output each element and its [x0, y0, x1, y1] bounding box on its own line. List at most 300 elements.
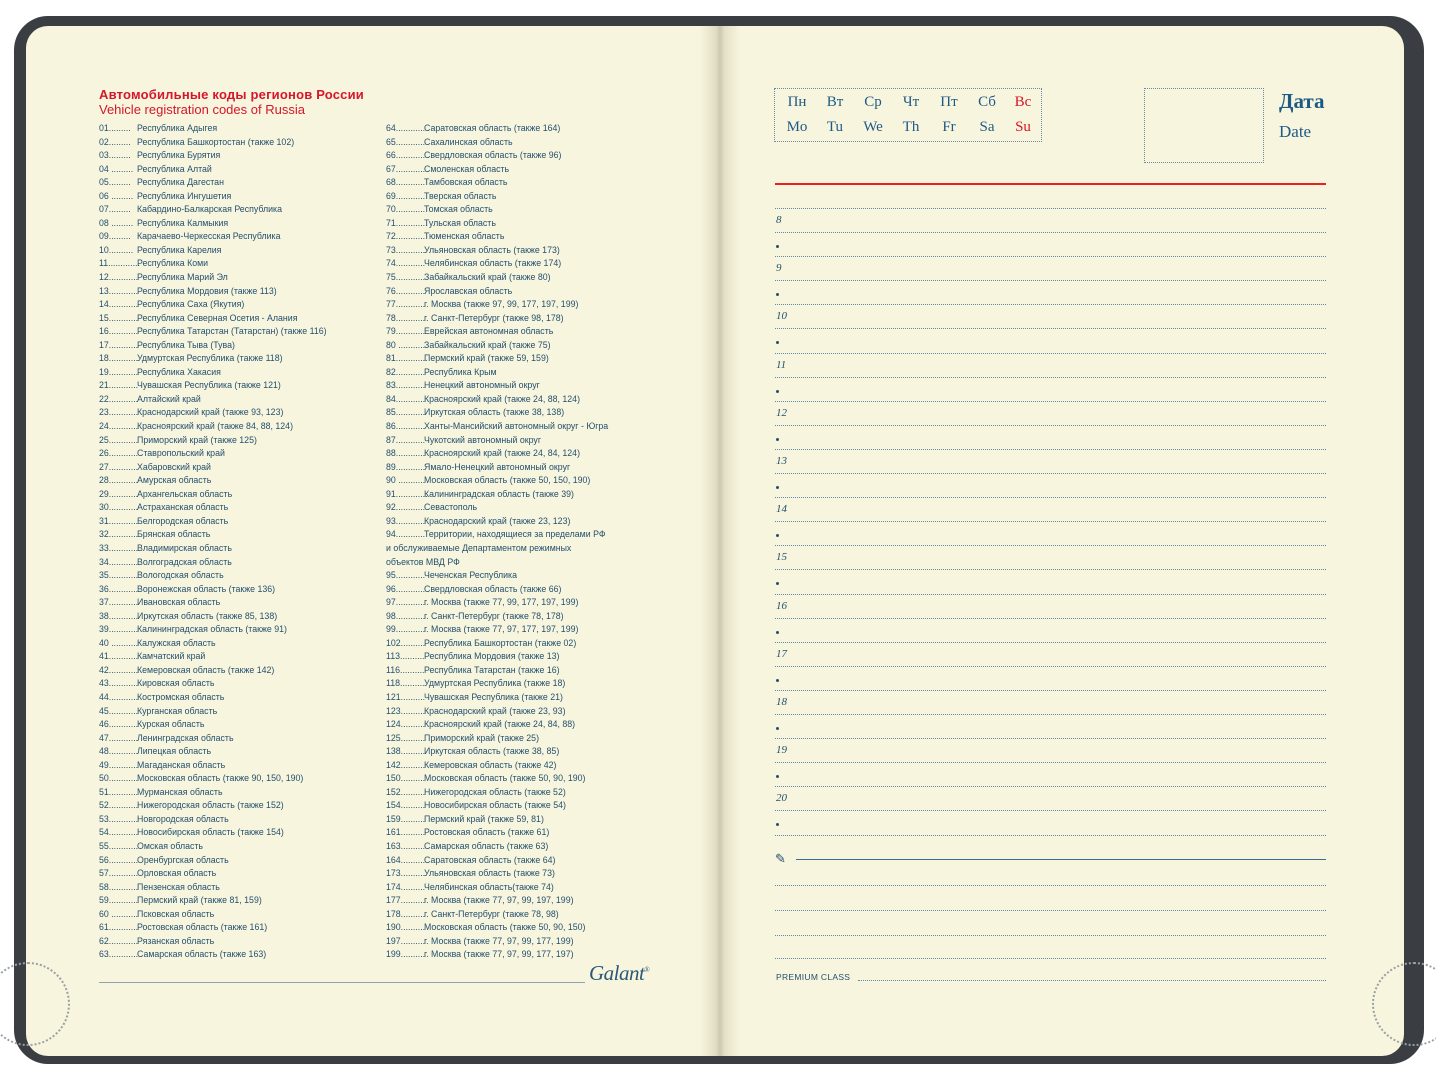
- hour-line[interactable]: [775, 449, 1326, 450]
- hour-line[interactable]: [775, 353, 1326, 354]
- half-hour-line[interactable]: [775, 377, 1326, 378]
- region-code: 49............: [99, 759, 139, 770]
- region-code: 07.........: [99, 204, 131, 215]
- region-code-row: [99, 257, 327, 271]
- region-code: 67............: [386, 163, 426, 174]
- region-code-row: [99, 705, 327, 719]
- weekday-en[interactable]: Fr: [942, 119, 956, 135]
- region-code: 63............: [99, 949, 139, 960]
- region-name: г. Москва (также 97, 99, 177, 197, 199): [424, 299, 579, 310]
- hour-label: 13: [776, 455, 787, 467]
- region-code-row: [386, 691, 608, 705]
- region-code-row: [386, 677, 608, 691]
- region-name: Сахалинская область: [424, 136, 513, 147]
- region-name: Республика Калмыкия: [137, 217, 229, 228]
- region-name: Чувашская Республика (также 121): [137, 380, 281, 391]
- region-code-row: [386, 366, 608, 380]
- region-code: 64............: [386, 123, 426, 133]
- region-code-row: [99, 163, 327, 177]
- region-code-row: [386, 894, 608, 908]
- region-code-row: [99, 854, 327, 868]
- hour-line[interactable]: [775, 497, 1326, 498]
- region-code: 56............: [99, 854, 139, 865]
- weekday-en[interactable]: Mo: [786, 119, 808, 135]
- hour-line[interactable]: [775, 401, 1326, 402]
- region-name: Ярославская область: [424, 285, 513, 296]
- half-hour-dot: [776, 679, 779, 682]
- notes-line: [796, 859, 1326, 860]
- region-code-row: [99, 298, 327, 312]
- region-code-row: [386, 948, 608, 962]
- region-code-row: [386, 136, 608, 150]
- region-code-row: [99, 881, 327, 895]
- region-name: Кировская область: [137, 678, 215, 689]
- region-code: 97............: [386, 597, 426, 608]
- region-code-row: [99, 650, 327, 664]
- region-code-row: [386, 650, 608, 664]
- region-code-row: [99, 542, 327, 556]
- region-name: Республика Башкортостан (также 102): [137, 136, 295, 147]
- region-code-row: [99, 217, 327, 231]
- region-code: 59............: [99, 895, 139, 906]
- region-code: 19............: [99, 366, 139, 377]
- region-name: Пермский край (также 81, 159): [137, 895, 262, 906]
- region-code: 90 ...........: [386, 475, 426, 486]
- half-hour-dot: [776, 727, 779, 730]
- region-code-row: [99, 799, 327, 813]
- region-code-row: [386, 352, 608, 366]
- region-code-row: [386, 515, 608, 529]
- half-hour-line[interactable]: [775, 618, 1326, 619]
- region-name: Республика Марий Эл: [137, 272, 228, 283]
- region-name: Чувашская Республика (также 21): [424, 691, 563, 702]
- weekday-ru[interactable]: Сб: [978, 94, 996, 110]
- region-code: 25............: [99, 434, 139, 445]
- region-code: 21............: [99, 380, 139, 391]
- region-code: 113..........: [386, 651, 425, 662]
- region-code-row: [99, 610, 327, 624]
- region-code-row: [386, 718, 608, 732]
- region-name: Новосибирская область (также 154): [137, 827, 284, 838]
- region-code-row: [99, 271, 327, 285]
- region-code-row: [99, 759, 327, 773]
- region-code-row: [99, 393, 327, 407]
- half-hour-line[interactable]: [775, 473, 1326, 474]
- region-code-row: [386, 474, 608, 488]
- region-code-row: [386, 908, 608, 922]
- region-code-row: [386, 583, 608, 597]
- region-code: 44............: [99, 691, 139, 702]
- region-code-row: [99, 474, 327, 488]
- region-code-row: [386, 840, 608, 854]
- region-code: 178..........: [386, 908, 426, 919]
- region-code-row: [99, 501, 327, 515]
- region-name: Ивановская область: [137, 597, 221, 608]
- region-code-row: [99, 894, 327, 908]
- region-code: 01.........: [99, 123, 131, 133]
- region-code-row: [99, 921, 327, 935]
- region-name: Астраханская область: [137, 502, 229, 513]
- region-code: 08 .........: [99, 217, 134, 228]
- region-code: 164..........: [386, 854, 426, 865]
- half-hour-line[interactable]: [775, 280, 1326, 281]
- hour-line[interactable]: [775, 256, 1326, 257]
- region-name: Еврейская автономная область: [424, 326, 554, 337]
- region-name: г. Москва (также 77, 97, 177, 197, 199): [424, 624, 579, 635]
- half-hour-line[interactable]: [775, 714, 1326, 715]
- region-name: Ленинградская область: [137, 732, 234, 743]
- region-code: 98............: [386, 610, 426, 621]
- region-code: 99............: [386, 624, 426, 635]
- region-code-row: [99, 285, 327, 299]
- hour-line[interactable]: [775, 786, 1326, 787]
- hour-label: 11: [776, 358, 787, 371]
- hour-line[interactable]: [775, 545, 1326, 546]
- region-code: 96............: [386, 583, 426, 594]
- region-code: 12............: [99, 272, 139, 283]
- region-code-row: [99, 623, 327, 637]
- region-code: 118..........: [386, 678, 425, 689]
- region-code: 91.............: [386, 488, 428, 499]
- weekday-ru[interactable]: Ср: [864, 94, 882, 110]
- region-code-row: [99, 867, 327, 881]
- region-name: Архангельская область: [137, 488, 233, 499]
- hour-line[interactable]: [775, 304, 1326, 305]
- hour-label: 17: [776, 647, 787, 660]
- region-code: 102..........: [386, 637, 426, 648]
- region-code: 125..........: [386, 732, 426, 743]
- region-code: 121..........: [386, 691, 426, 702]
- region-name: Алтайский край: [137, 393, 201, 404]
- region-name: Чеченская Республика: [424, 570, 517, 581]
- weekday-ru[interactable]: Вт: [826, 94, 844, 110]
- region-code: 78............: [386, 312, 426, 323]
- region-code-row: [99, 637, 327, 651]
- region-name: Свердловская область (также 96): [424, 150, 562, 161]
- region-code-row: [99, 136, 327, 150]
- region-name: Магаданская область: [137, 759, 226, 770]
- region-code-row: [386, 420, 608, 434]
- region-name: Омская область: [137, 840, 204, 851]
- hour-line[interactable]: [775, 738, 1326, 739]
- region-code-row: [386, 339, 608, 353]
- region-name: Воронежская область (также 136): [137, 583, 276, 594]
- region-code-row: [99, 596, 327, 610]
- hour-line[interactable]: [775, 835, 1326, 836]
- region-code: 85............: [386, 407, 426, 418]
- region-code-row: [386, 745, 608, 759]
- region-name: Пермский край (также 59, 159): [424, 353, 549, 364]
- region-name: Самарская область (также 163): [137, 949, 267, 960]
- region-code-row: [99, 935, 327, 949]
- region-code-row: [99, 149, 327, 163]
- region-name: Московская область (также 50, 150, 190): [424, 475, 591, 486]
- region-name: Чукотский автономный округ: [424, 434, 542, 445]
- region-name: Оренбургская область: [137, 854, 229, 865]
- region-code-row: [386, 637, 608, 651]
- region-name: Хабаровский край: [137, 461, 211, 472]
- region-code: 04 .........: [99, 163, 134, 174]
- half-hour-dot: [776, 438, 779, 441]
- region-code-row: [99, 813, 327, 827]
- region-name: и обслуживаемые Департаментом режимных: [386, 542, 572, 553]
- region-name: г. Москва (также 77, 97, 99, 177, 199): [424, 935, 574, 946]
- weekday-selector: [774, 88, 1042, 142]
- weekday-en[interactable]: Su: [1015, 119, 1031, 135]
- region-code: 32............: [99, 529, 139, 540]
- half-hour-line[interactable]: [775, 762, 1326, 763]
- region-code-row: [99, 447, 327, 461]
- region-code-row: [99, 908, 327, 922]
- region-name: Республика Татарстан (Татарстан) (также 116): [137, 326, 327, 337]
- region-code-row: [386, 528, 608, 542]
- region-name: Республика Башкортостан (также 02): [424, 637, 577, 648]
- region-name: г. Москва (также 77, 99, 177, 197, 199): [424, 597, 579, 608]
- region-code: 163..........: [386, 840, 426, 851]
- hour-line[interactable]: [775, 594, 1326, 595]
- region-code: 62............: [99, 935, 139, 946]
- region-name: Курская область: [137, 719, 205, 730]
- weekday-en[interactable]: Th: [902, 119, 920, 135]
- region-code-row: [386, 257, 608, 271]
- region-name: Республика Саха (Якутия): [137, 299, 245, 310]
- region-name: Краснодарский край (также 93, 123): [137, 407, 284, 418]
- region-name: Костромская область: [137, 691, 225, 702]
- region-name: Республика Хакасия: [137, 366, 221, 377]
- region-code-row: [386, 759, 608, 773]
- region-name: Приморский край (также 25): [424, 732, 540, 743]
- region-name: Тверская область: [424, 190, 497, 201]
- region-code: 05.........: [99, 177, 131, 188]
- weekday-en[interactable]: Tu: [826, 119, 844, 135]
- half-hour-line[interactable]: [775, 328, 1326, 329]
- region-name: Ульяновская область (также 73): [424, 868, 555, 879]
- region-code-row: [386, 569, 608, 583]
- region-code: 16............: [99, 326, 139, 337]
- half-hour-dot: [776, 486, 779, 489]
- region-name: Республика Крым: [424, 366, 497, 377]
- region-code-row: [386, 854, 608, 868]
- region-name: Вологодская область: [137, 570, 224, 581]
- region-code-row: [99, 379, 327, 393]
- weekday-en[interactable]: We: [863, 119, 883, 135]
- hour-label: 15: [776, 551, 787, 564]
- region-name: Республика Татарстан (также 16): [424, 664, 560, 675]
- region-name: Иркутская область (также 38, 138): [424, 407, 565, 418]
- premium-class-label: PREMIUM CLASS: [776, 972, 851, 982]
- region-name: Нижегородская область (также 152): [137, 800, 284, 811]
- region-code: 37............: [99, 597, 139, 608]
- region-codes-title-en: Vehicle registration codes of Russia: [99, 102, 305, 117]
- region-code: 09.........: [99, 231, 131, 242]
- region-name: Республика Дагестан: [137, 177, 224, 188]
- region-code-row: [99, 420, 327, 434]
- half-hour-line[interactable]: [775, 666, 1326, 667]
- hour-label: 9: [776, 262, 782, 275]
- region-code: 52............: [99, 800, 139, 811]
- region-name: Свердловская область (также 66): [424, 583, 562, 594]
- hour-label: 10: [776, 310, 787, 323]
- half-hour-line[interactable]: [775, 569, 1326, 570]
- half-hour-line[interactable]: [775, 521, 1326, 522]
- region-code-row: [386, 461, 608, 475]
- region-name: Пензенская область: [137, 881, 220, 892]
- region-name: Владимирская область: [137, 542, 232, 553]
- note-line[interactable]: [775, 910, 1326, 911]
- note-line[interactable]: [775, 885, 1326, 886]
- region-code: 15............: [99, 312, 139, 323]
- region-code: 76............: [386, 285, 426, 296]
- hour-label: 16: [776, 599, 787, 612]
- region-code: 35............: [99, 570, 139, 581]
- region-code-row: [386, 867, 608, 881]
- region-code: 72............: [386, 231, 426, 242]
- region-name: Республика Коми: [137, 258, 209, 269]
- region-name: Ульяновская область (также 173): [424, 244, 560, 255]
- region-code: 199..........: [386, 949, 426, 960]
- half-hour-line[interactable]: [775, 232, 1326, 233]
- region-name: Республика Алтай: [137, 163, 212, 174]
- region-code: 69............: [386, 190, 426, 201]
- region-code-row: [99, 352, 327, 366]
- region-name: Волгоградская область: [137, 556, 232, 567]
- half-hour-line[interactable]: [775, 810, 1326, 811]
- region-name: Тульская область: [424, 217, 496, 228]
- weekday-ru[interactable]: Пн: [787, 94, 807, 110]
- region-code: 197..........: [386, 935, 426, 946]
- region-name: Забайкальский край (также 75): [424, 339, 551, 350]
- region-name: г. Москва (также 77, 97, 99, 197, 199): [424, 895, 574, 906]
- region-code: 10..........: [99, 244, 134, 255]
- weekday-ru[interactable]: Пт: [940, 94, 958, 110]
- region-code-row: [99, 230, 327, 244]
- region-code: 45............: [99, 705, 139, 716]
- half-hour-dot: [776, 390, 779, 393]
- region-code: 116..........: [386, 664, 425, 675]
- region-code-row: [99, 488, 327, 502]
- hour-label: 14: [776, 503, 787, 516]
- weekday-en[interactable]: Sa: [979, 119, 995, 135]
- region-name: Тамбовская область: [424, 177, 508, 188]
- region-code: 23............: [99, 407, 139, 418]
- region-code: 39............: [99, 624, 139, 635]
- region-code-row: [386, 203, 608, 217]
- region-name: Красноярский край (также 24, 84, 124): [424, 448, 580, 459]
- region-code: 138..........: [386, 746, 426, 757]
- region-code: 152..........: [386, 786, 426, 797]
- premium-class-line: [858, 980, 1326, 981]
- region-codes-column-2: [386, 122, 608, 962]
- region-code: 94............: [386, 529, 426, 540]
- note-line[interactable]: [775, 935, 1326, 936]
- region-name: Удмуртская Республика (также 118): [137, 353, 283, 364]
- region-name: Тюменская область: [424, 231, 505, 242]
- region-code-row: [386, 488, 608, 502]
- region-code-row: [386, 501, 608, 515]
- region-code-row: [386, 298, 608, 312]
- half-hour-dot: [776, 631, 779, 634]
- region-name: Курганская область: [137, 705, 218, 716]
- region-name: Ямало-Ненецкий автономный округ: [424, 461, 571, 472]
- region-name: Липецкая область: [137, 746, 212, 757]
- region-name: Псковская область: [137, 908, 215, 919]
- hour-label: 8: [776, 214, 782, 226]
- region-code: 70............: [386, 204, 426, 215]
- region-code: 48............: [99, 746, 139, 757]
- region-code: 43............: [99, 678, 139, 689]
- region-code-row: [386, 271, 608, 285]
- note-line[interactable]: [775, 958, 1326, 959]
- region-name: Кабардино-Балкарская Республика: [137, 204, 282, 215]
- hour-line[interactable]: [775, 208, 1326, 209]
- region-name: Саратовская область (также 64): [424, 854, 556, 865]
- region-code: 95............: [386, 570, 426, 581]
- region-code-row: [386, 813, 608, 827]
- region-codes-title-ru: Автомобильные коды регионов России: [99, 87, 364, 102]
- region-code: 17............: [99, 339, 139, 350]
- region-code: 29............: [99, 488, 139, 499]
- region-code-row: [386, 556, 608, 570]
- region-code: 54............: [99, 827, 139, 838]
- half-hour-line[interactable]: [775, 425, 1326, 426]
- header-red-line: [775, 183, 1326, 185]
- region-code-row: [386, 610, 608, 624]
- region-name: Саратовская область (также 164): [424, 123, 561, 133]
- region-code: 124..........: [386, 719, 426, 730]
- region-code-row: [99, 203, 327, 217]
- region-name: Камчатский край: [137, 651, 206, 662]
- region-code: 159..........: [386, 813, 426, 824]
- region-code: 26............: [99, 448, 139, 459]
- hour-label: 20: [776, 792, 787, 805]
- region-name: Московская область (также 90, 150, 190): [137, 773, 304, 784]
- region-code-row: [99, 434, 327, 448]
- region-code: 150..........: [386, 773, 426, 784]
- region-name: Самарская область (также 63): [424, 840, 549, 851]
- region-code: 28............: [99, 475, 139, 486]
- region-name: Московская область (также 50, 90, 190): [424, 773, 586, 784]
- hour-line[interactable]: [775, 642, 1326, 643]
- region-code: 154..........: [386, 800, 426, 811]
- region-code: 34............: [99, 556, 139, 567]
- region-name: Краснодарский край (также 23, 93): [424, 705, 566, 716]
- region-name: Кемеровская область (также 142): [137, 664, 275, 675]
- region-code: 14............: [99, 299, 139, 310]
- region-code: 87............: [386, 434, 426, 445]
- region-code-row: [99, 948, 327, 962]
- region-name: Челябинская область(также 74): [424, 881, 554, 892]
- region-name: Ростовская область (также 61): [424, 827, 550, 838]
- weekday-ru[interactable]: Вс: [1014, 94, 1032, 110]
- region-code: 31............: [99, 515, 139, 526]
- region-name: Республика Тыва (Тува): [137, 339, 235, 350]
- region-code: 79............: [386, 326, 426, 337]
- weekday-ru[interactable]: Чт: [902, 94, 920, 110]
- region-codes-column-1: [99, 122, 327, 962]
- region-code-row: [386, 921, 608, 935]
- region-name: объектов МВД РФ: [386, 556, 460, 567]
- region-code: 174..........: [386, 881, 426, 892]
- date-box[interactable]: [1144, 88, 1264, 163]
- galant-logo: Galant®: [589, 961, 650, 985]
- region-code-row: [99, 745, 327, 759]
- region-code-row: [386, 325, 608, 339]
- region-code-row: [386, 149, 608, 163]
- region-code: 177..........: [386, 895, 426, 906]
- region-code: 13............: [99, 285, 139, 296]
- region-name: Республика Бурятия: [137, 150, 221, 161]
- hour-line[interactable]: [775, 690, 1326, 691]
